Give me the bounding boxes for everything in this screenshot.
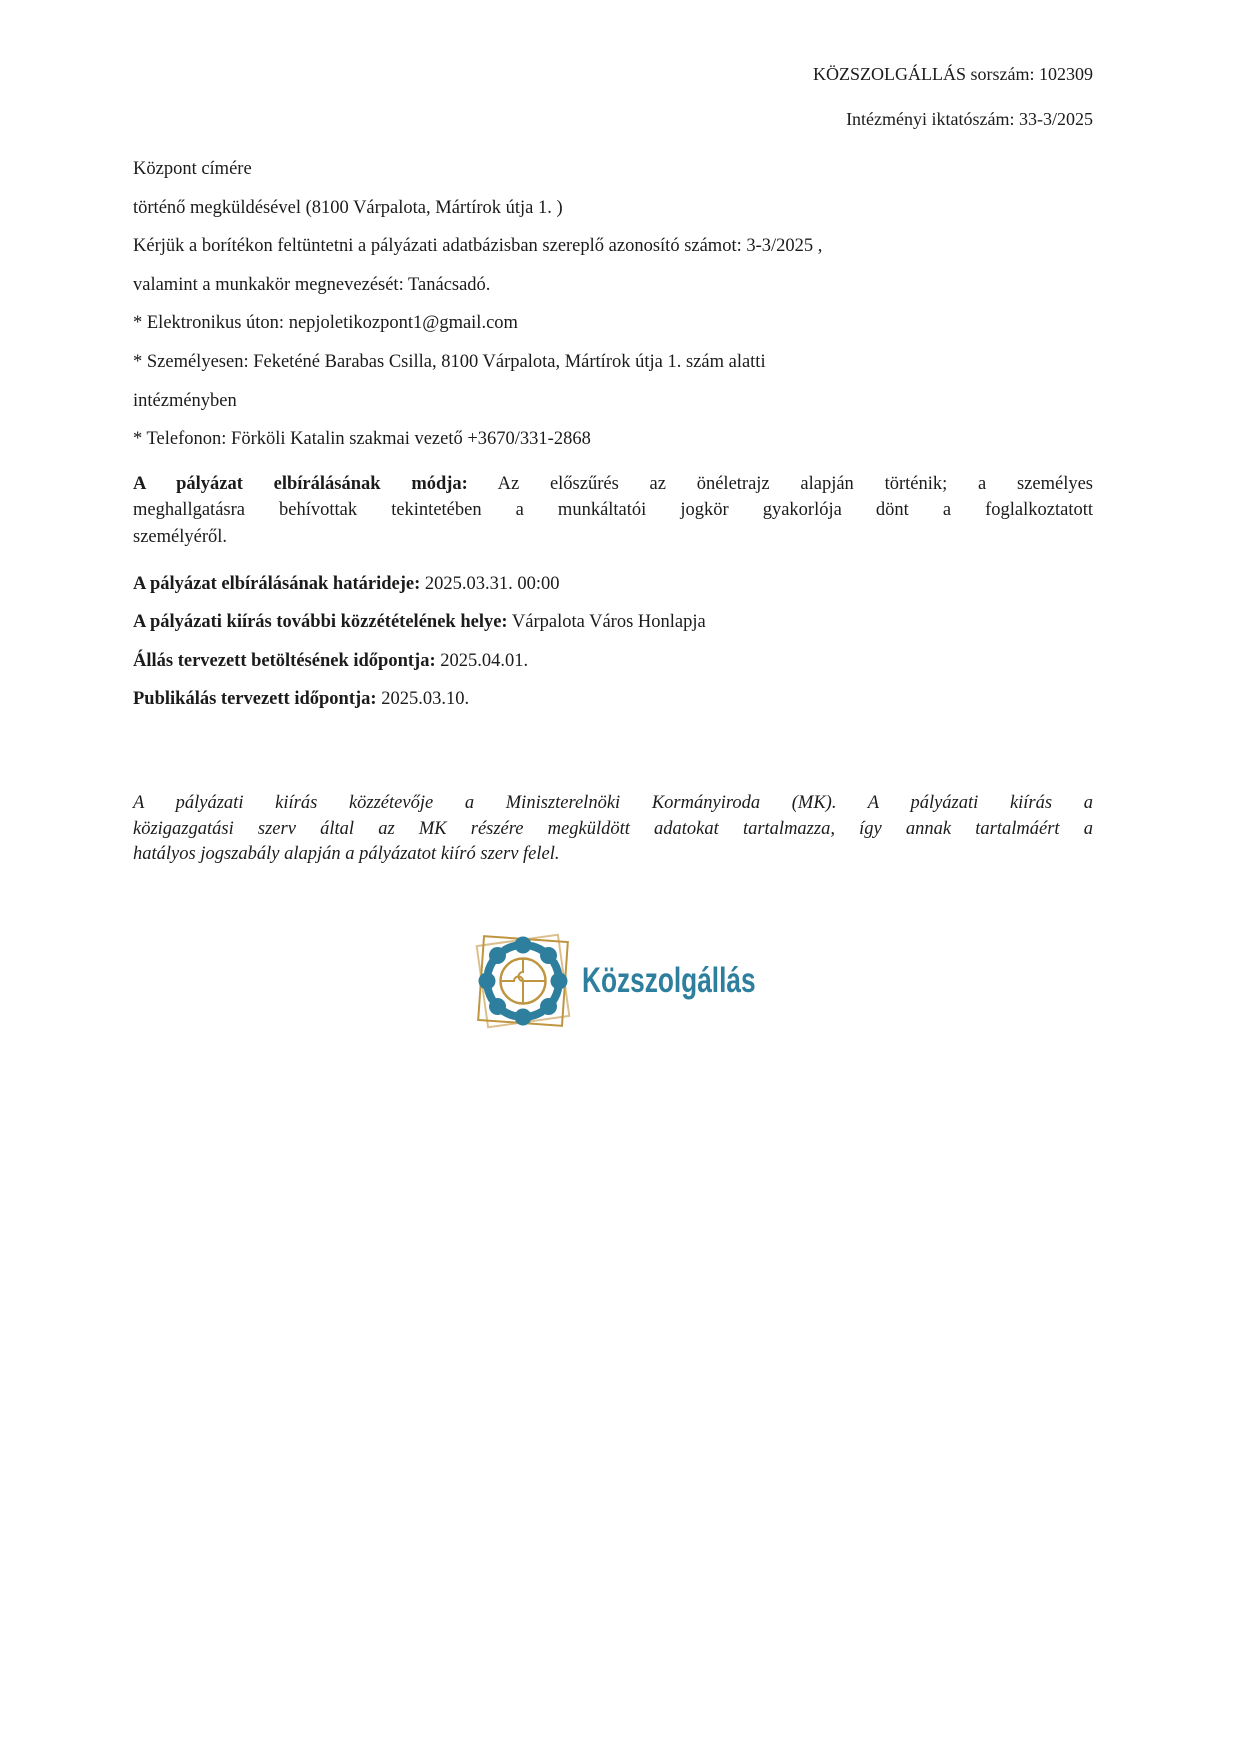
field-label: A pályázat elbírálásának határideje: bbox=[133, 573, 421, 594]
evaluation-method-text: Az előszűrés az önéletrajz alapján történik; a személyes bbox=[497, 473, 1094, 494]
disclaimer-paragraph bbox=[133, 791, 1093, 868]
field-label: A pályázati kiírás további közzétételének helye: bbox=[133, 612, 508, 633]
body-line-in-person-1: * Személyesen: Feketéné Barabas Csilla, 8100 Várpalota, Mártírok útja 1. szám alatti bbox=[133, 351, 766, 372]
field-evaluation-deadline bbox=[133, 565, 1093, 604]
evaluation-method-label: A pályázat elbírálásának módja: bbox=[133, 473, 468, 494]
kozszolgallas-logo bbox=[468, 926, 1093, 1036]
kozszolgallas-wordmark: Közszolgállás bbox=[582, 960, 756, 1000]
disclaimer-line-3: hatályos jogszabály alapján a pályázatot kiíró szerv felel. bbox=[133, 844, 560, 865]
field-value: 2025.03.10. bbox=[381, 689, 470, 710]
evaluation-method-line-1 bbox=[133, 471, 1093, 498]
registry-number-line: Intézményi iktatószám: 33-3/2025 bbox=[846, 109, 1093, 129]
body-line-address-2: történő megküldésével (8100 Várpalota, Mártírok útja 1. ) bbox=[133, 197, 563, 218]
body-line-envelope-note-1: Kérjük a borítékon feltüntetni a pályázati adatbázisban szereplő azonosító számot: 3-3/2025 , bbox=[133, 236, 823, 257]
field-publish-date bbox=[133, 680, 1093, 719]
body-line-address-1: Központ címére bbox=[133, 159, 252, 179]
body-line-envelope-note-2: valamint a munkakör megnevezését: Tanácsadó. bbox=[133, 274, 491, 295]
summary-fields bbox=[133, 565, 1093, 719]
field-value: 2025.03.31. 00:00 bbox=[424, 573, 560, 594]
disclaimer-line-1: A pályázati kiírás közzétevője a Miniszterelnöki Kormányiroda (MK). A pályázati kiírás a bbox=[133, 792, 1093, 813]
body-line-phone: * Telefonon: Förköli Katalin szakmai vezető +3670/331-2868 bbox=[133, 429, 591, 450]
body-line-in-person-2: intézményben bbox=[133, 390, 237, 411]
evaluation-method-line-3: személyéről. bbox=[133, 526, 227, 547]
kozszolgallas-logo-icon bbox=[468, 926, 578, 1036]
logo-puzzle-center bbox=[501, 958, 546, 1003]
field-label: Állás tervezett betöltésének időpontja: bbox=[133, 650, 436, 671]
evaluation-method-line-2: meghallgatásra behívottak tekintetében a munkáltatói jogkör gyakorlója dönt a foglalkoztatott bbox=[133, 500, 1093, 521]
field-publication-place bbox=[133, 603, 1093, 642]
document-body bbox=[133, 150, 1093, 1036]
field-label: Publikálás tervezett időpontja: bbox=[133, 689, 377, 710]
disclaimer-line-2: közigazgatási szerv által az MK részére megküldött adatokat tartalmazza, így annak tartalmáért a bbox=[133, 818, 1093, 839]
field-value: 2025.04.01. bbox=[440, 650, 529, 671]
field-position-start-date bbox=[133, 642, 1093, 681]
evaluation-method-paragraph bbox=[133, 471, 1093, 551]
field-value: Várpalota Város Honlapja bbox=[511, 612, 706, 633]
document-header bbox=[0, 62, 1093, 131]
serial-number-line: KÖZSZOLGÁLLÁS sorszám: 102309 bbox=[813, 64, 1093, 84]
body-line-email: * Elektronikus úton: nepjoletikozpont1@gmail.com bbox=[133, 313, 518, 334]
